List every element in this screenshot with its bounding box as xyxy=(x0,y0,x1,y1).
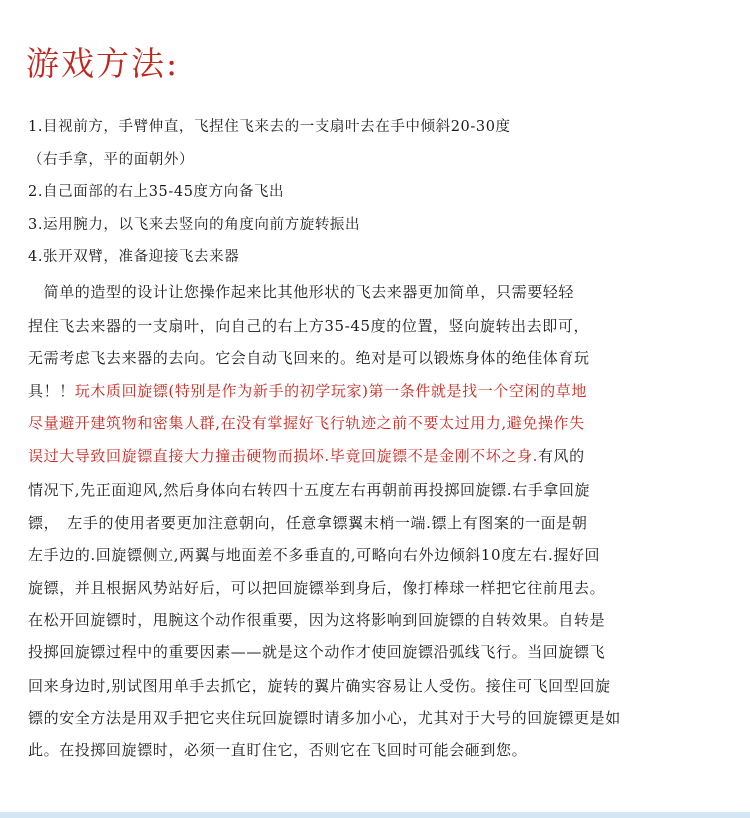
step-3: 3.运用腕力，以飞来去竖向的角度向前方旋转振出 xyxy=(28,217,361,233)
paragraph-line: 左手边的.回旋镖侧立,两翼与地面差不多垂直的,可略向右外边倾斜10度左右.握好回 xyxy=(28,546,601,564)
bottom-divider xyxy=(0,812,750,818)
paragraph-line: 回来身边时,别试图用单手去抓它，旋转的翼片确实容易让人受伤。接住可飞回型回旋 xyxy=(28,677,611,695)
warning-text: 误过大导致回旋镖直接大力撞击硬物而损坏.毕竟回旋镖不是金刚不坏之身. xyxy=(28,447,538,465)
paragraph-line: 投掷回旋镖过程中的重要因素——就是这个动作才使回旋镖沿弧线飞行。当回旋镖飞 xyxy=(28,643,606,661)
paragraph-text: 有风的 xyxy=(537,447,585,465)
paragraph-line: 简单的造型的设计让您操作起来比其他形状的飞去来器更加简单，只需要轻轻 xyxy=(28,283,575,301)
step-1-note: （右手拿，平的面朝外） xyxy=(28,152,195,168)
warning-text: 玩木质回旋镖(特别是作为新手的初学玩家)第一条件就是找一个空闲的草地 xyxy=(74,382,587,400)
paragraph-line: 无需考虑飞去来器的去向。它会自动飞回来的。绝对是可以锻炼身体的绝佳体育玩 xyxy=(28,349,590,367)
paragraph-line: 在松开回旋镖时，甩腕这个动作很重要，因为这将影响到回旋镖的自转效果。自转是 xyxy=(28,611,606,629)
paragraph-line: 镖， 左手的使用者要更加注意朝向，任意拿镖翼末梢一端.镖上有图案的一面是朝 xyxy=(28,514,588,532)
paragraph-line: 此。在投掷回旋镖时，必须一直盯住它，否则它在飞回时可能会砸到您。 xyxy=(28,741,528,759)
step-2: 2.自己面部的右上35-45度方向备飞出 xyxy=(28,184,285,200)
paragraph-text: 具！！ xyxy=(28,382,75,400)
page-title: 游戏方法: xyxy=(26,44,180,83)
step-1: 1.目视前方，手臂伸直，飞捏住飞来去的一支扇叶去在手中倾斜20-30度 xyxy=(28,119,511,135)
warning-line: 尽量避开建筑物和密集人群,在没有掌握好飞行轨迹之前不要太过用力,避免操作失 xyxy=(28,414,585,432)
step-4: 4.张开双臂，准备迎接飞去来器 xyxy=(28,249,240,265)
paragraph-line: 镖的安全方法是用双手把它夹住玩回旋镖时请多加小心，尤其对于大号的回旋镖更是如 xyxy=(28,709,621,727)
paragraph-line: 情况下,先正面迎风,然后身体向右转四十五度左右再朝前再投掷回旋镖.右手拿回旋 xyxy=(28,481,591,499)
paragraph-line: 捏住飞去来器的一支扇叶，向自己的右上方35-45度的位置，竖向旋转出去即可， xyxy=(28,317,590,335)
paragraph-line xyxy=(28,446,585,466)
paragraph-line: 旋镖，并且根据风势站好后，可以把回旋镖举到身后，像打棒球一样把它往前甩去。 xyxy=(28,579,606,597)
paragraph-line xyxy=(28,381,587,401)
